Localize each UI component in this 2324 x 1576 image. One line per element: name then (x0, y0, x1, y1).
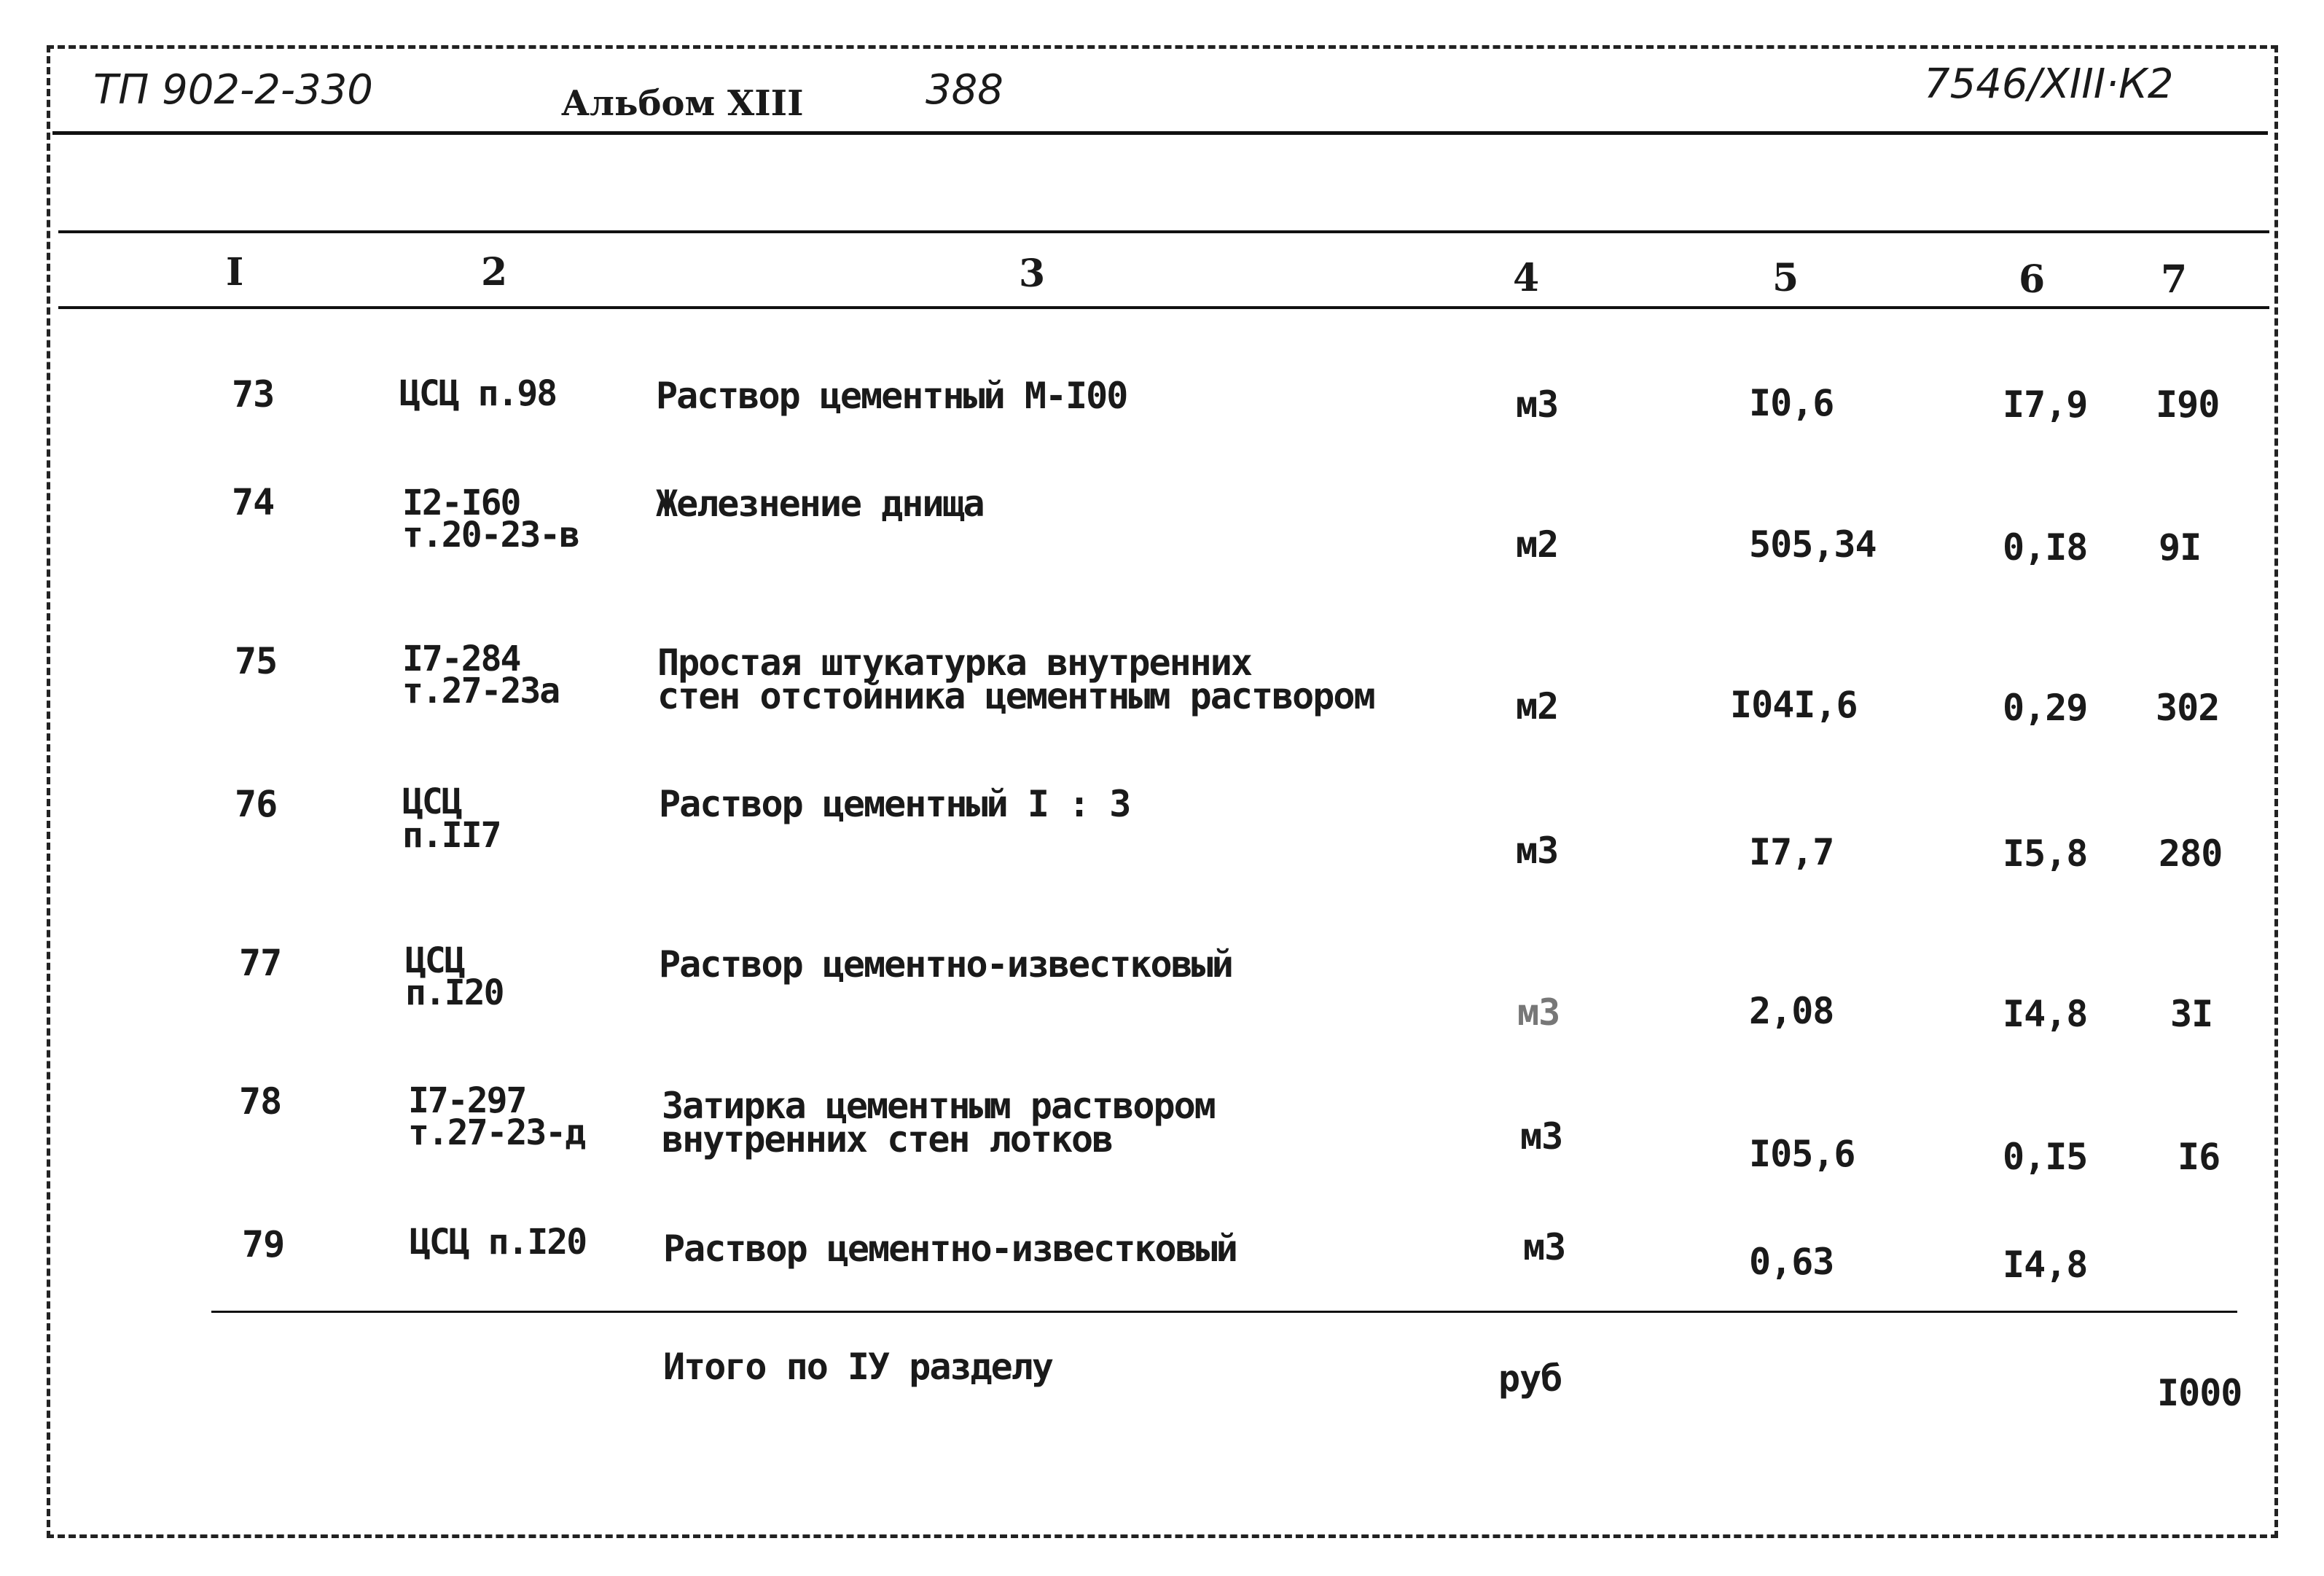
work-description-line-1: Простая штукатурка внутренних (657, 641, 1251, 684)
summary-unit: руб (1498, 1357, 1562, 1400)
column-header-1: I (226, 250, 244, 294)
column-header-4: 4 (1513, 256, 1540, 300)
unit: м3 (1516, 383, 1559, 426)
rate-table: п.II7 (402, 815, 501, 856)
summary-total: I000 (2157, 1372, 2242, 1414)
unit-price: I4,8 (2003, 993, 2088, 1035)
summary-rule (211, 1311, 2237, 1313)
quantity: I05,6 (1749, 1133, 1855, 1175)
rate-table: т.27-23а (402, 671, 560, 711)
summary-label: Итого по IУ разделу (663, 1346, 1052, 1388)
sheet-code: 7546/XIII·К2 (1924, 61, 2174, 108)
row-number: 75 (235, 640, 278, 682)
quantity: I04I,6 (1730, 684, 1858, 726)
unit: м3 (1516, 830, 1559, 872)
column-header-rule (58, 306, 2269, 309)
unit: м3 (1523, 1226, 1566, 1268)
row-number: 73 (232, 373, 275, 416)
unit: м2 (1516, 523, 1559, 566)
unit-price: I5,8 (2003, 832, 2088, 875)
quantity: I0,6 (1749, 382, 1834, 424)
rate-code: I7-297 (408, 1080, 526, 1121)
project-code: ТП 902-2-330 (93, 66, 373, 114)
total-cost: 280 (2159, 832, 2223, 875)
unit: м2 (1516, 685, 1559, 727)
page-frame (47, 45, 2278, 1538)
rate-code: I7-284 (402, 639, 520, 679)
column-header-2: 2 (481, 250, 508, 294)
column-header-7: 7 (2161, 257, 2188, 302)
quantity: I7,7 (1749, 831, 1834, 873)
column-header-6: 6 (2019, 257, 2046, 302)
work-description: Раствор цементно-известковый (663, 1228, 1237, 1270)
work-description: Раствор цементный М-I00 (656, 375, 1127, 417)
rate-code: ЦСЦ (402, 781, 461, 822)
unit-price: 0,I5 (2003, 1136, 2088, 1178)
row-number: 79 (242, 1223, 285, 1265)
work-description: Раствор цементный I : 3 (659, 783, 1130, 825)
row-number: 78 (239, 1080, 282, 1123)
total-cost: 9I (2159, 526, 2202, 569)
row-number: 74 (232, 481, 275, 523)
rate-code: I2-I60 (402, 483, 520, 523)
unit-price: I4,8 (2003, 1244, 2088, 1286)
work-description: Железнение днища (656, 483, 984, 525)
page-number: 388 (926, 66, 1003, 114)
column-header-5: 5 (1772, 256, 1799, 300)
rate-table: т.27-23-д (408, 1112, 585, 1153)
unit: м3 (1517, 991, 1560, 1034)
rate-table: т.20-23-в (402, 515, 579, 555)
work-description-line-1: Затирка цементным раствором (662, 1085, 1215, 1127)
quantity: 505,34 (1749, 523, 1877, 566)
rate-code: ЦСЦ п.98 (399, 373, 557, 414)
rate-code: ЦСЦ (405, 940, 464, 981)
table-top-rule (58, 230, 2269, 233)
quantity: 2,08 (1749, 990, 1834, 1032)
unit-price: 0,29 (2003, 687, 2088, 729)
unit: м3 (1520, 1115, 1563, 1158)
work-description-line-2: внутренних стен лотков (662, 1118, 1113, 1160)
column-header-3: 3 (1019, 251, 1046, 296)
total-cost: 302 (2156, 687, 2220, 729)
rate-table: п.I20 (405, 972, 504, 1013)
work-description: Раствор цементно-известковый (659, 943, 1232, 986)
unit-price: 0,I8 (2003, 526, 2088, 569)
quantity: 0,63 (1749, 1241, 1834, 1283)
total-cost: I90 (2156, 383, 2220, 426)
row-number: 76 (235, 783, 278, 825)
row-number: 77 (239, 942, 282, 984)
work-description-line-2: стен отстойника цементным раствором (657, 675, 1374, 717)
album-label: Альбом XIII (561, 83, 804, 124)
unit-price: I7,9 (2003, 383, 2088, 426)
rate-code: ЦСЦ п.I20 (410, 1222, 587, 1263)
header-rule (52, 131, 2268, 135)
total-cost: 3I (2170, 993, 2213, 1035)
total-cost: I6 (2178, 1136, 2221, 1178)
